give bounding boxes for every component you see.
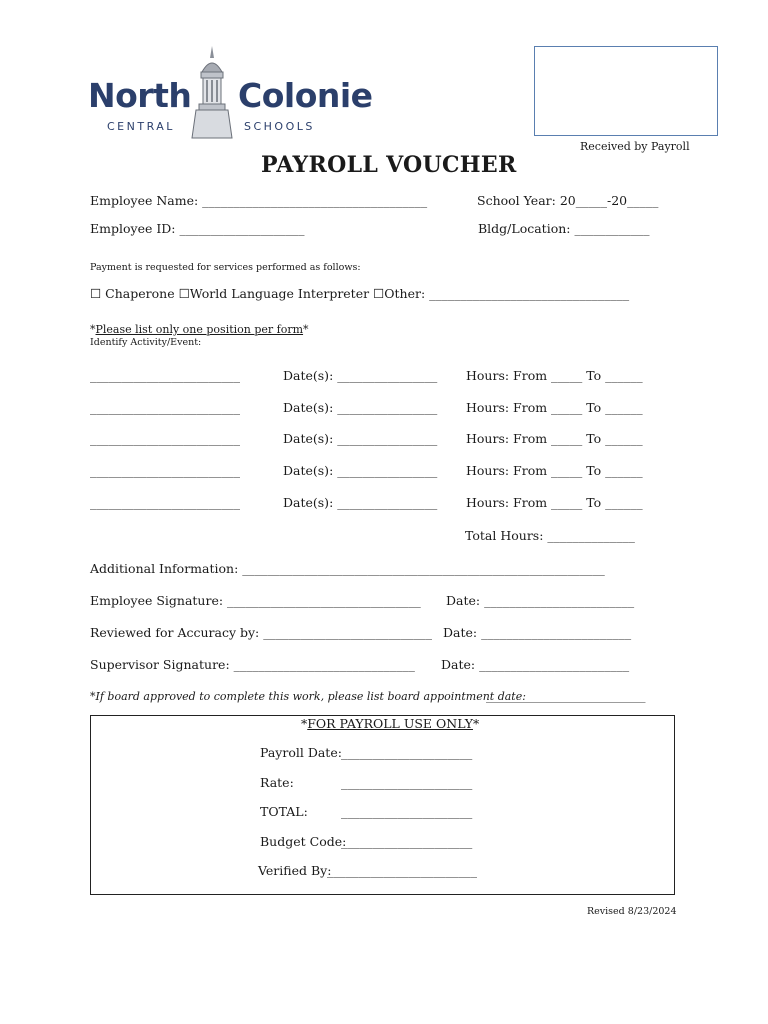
employee-name-field[interactable]: Employee Name: ____________________________________: [90, 193, 428, 208]
supervisor-date-field[interactable]: Date: ________________________: [441, 657, 630, 672]
rate-field[interactable]: _____________________: [341, 775, 473, 790]
activity-dates-field[interactable]: Date(s): ________________: [283, 463, 438, 478]
school-year-field[interactable]: School Year: 20_____-20_____: [477, 193, 659, 208]
received-label: Received by Payroll: [580, 140, 690, 153]
activity-event-field[interactable]: ________________________: [90, 431, 240, 446]
cupola-icon: [188, 44, 236, 140]
supervisor-signature-field[interactable]: Supervisor Signature: _____________________________: [90, 657, 415, 672]
employee-id-field[interactable]: Employee ID: ____________________: [90, 221, 305, 236]
verified-by-field[interactable]: ________________________: [327, 863, 477, 878]
reviewed-date-field[interactable]: Date: ________________________: [443, 625, 632, 640]
note-underlined: Please list only one position per form: [95, 323, 304, 336]
activity-hours-field[interactable]: Hours: From _____ To ______: [466, 368, 643, 383]
additional-info-field[interactable]: Additional Information: __________________________________________________________: [90, 561, 605, 576]
reviewed-by-field[interactable]: Reviewed for Accuracy by: ___________________________: [90, 625, 432, 640]
activity-dates-field[interactable]: Date(s): ________________: [283, 495, 438, 510]
activity-hours-field[interactable]: Hours: From _____ To ______: [466, 431, 643, 446]
activity-dates-field[interactable]: Date(s): ________________: [283, 431, 438, 446]
rate-label: Rate:: [260, 775, 294, 790]
services-intro: Payment is requested for services performed as follows:: [90, 262, 361, 273]
board-approval-note: *If board approved to complete this work, please list board appointment date:: [90, 690, 526, 703]
logo-sub-central: CENTRAL: [107, 120, 175, 133]
employee-signature-field[interactable]: Employee Signature: _______________________________: [90, 593, 421, 608]
budget-code-label: Budget Code:: [260, 834, 347, 849]
activity-dates-field[interactable]: Date(s): ________________: [283, 368, 438, 383]
heading-suffix: *: [472, 716, 480, 731]
school-logo: [88, 44, 373, 140]
activity-hours-field[interactable]: Hours: From _____ To ______: [466, 495, 643, 510]
heading-prefix: *: [301, 716, 308, 731]
note-prefix: *: [90, 323, 96, 336]
revised-date: Revised 8/23/2024: [587, 906, 677, 917]
payroll-date-label: Payroll Date:: [260, 745, 342, 760]
employee-date-field[interactable]: Date: ________________________: [446, 593, 635, 608]
bldg-location-field[interactable]: Bldg/Location: ____________: [478, 221, 650, 236]
activity-hours-field[interactable]: Hours: From _____ To ______: [466, 463, 643, 478]
total-field[interactable]: _____________________: [341, 804, 473, 819]
logo-word-north: North: [88, 76, 192, 115]
activity-event-field[interactable]: ________________________: [90, 400, 240, 415]
logo-word-colonie: Colonie: [238, 76, 373, 115]
verified-by-label: Verified By:: [258, 863, 332, 878]
budget-code-field[interactable]: _____________________: [341, 834, 473, 849]
total-label: TOTAL:: [260, 804, 308, 819]
received-stamp-box[interactable]: [534, 46, 718, 136]
one-position-note: [90, 323, 309, 336]
identify-activity-label: Identify Activity/Event:: [90, 337, 202, 348]
heading-underlined: FOR PAYROLL USE ONLY: [307, 716, 473, 731]
board-date-field[interactable]: _____________________________: [486, 690, 646, 703]
logo-sub-schools: SCHOOLS: [244, 120, 315, 133]
payroll-date-field[interactable]: _____________________: [341, 745, 473, 760]
activity-event-field[interactable]: ________________________: [90, 495, 240, 510]
activity-hours-field[interactable]: Hours: From _____ To ______: [466, 400, 643, 415]
note-suffix: *: [303, 323, 309, 336]
activity-dates-field[interactable]: Date(s): ________________: [283, 400, 438, 415]
activity-event-field[interactable]: ________________________: [90, 368, 240, 383]
service-type-options[interactable]: ☐ Chaperone ☐World Language Interpreter ☐Other: ________________________________: [90, 286, 630, 301]
activity-event-field[interactable]: ________________________: [90, 463, 240, 478]
page-title: PAYROLL VOUCHER: [261, 152, 517, 178]
total-hours-field[interactable]: Total Hours: ______________: [465, 528, 635, 543]
payroll-use-heading: [301, 716, 479, 731]
